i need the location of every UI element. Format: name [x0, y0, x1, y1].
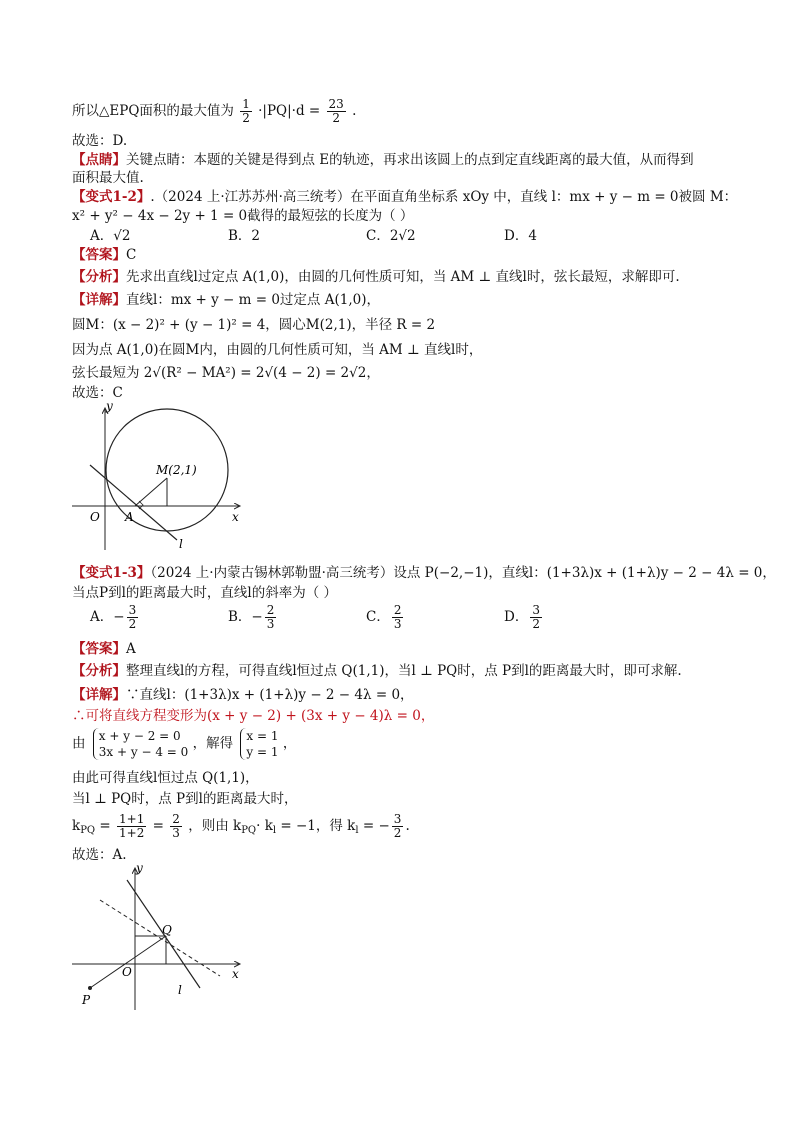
label-l: l	[178, 983, 182, 997]
option-c: C． $\frac{2}{3}$	[366, 603, 402, 631]
solution-system: x = 1 y = 1	[240, 728, 278, 760]
detail-line-4: 由此可得直线l恒过点 Q(1,1)，	[72, 770, 259, 786]
label-x: x	[232, 510, 239, 524]
segment-pq	[90, 936, 166, 988]
question-1-3-options	[90, 604, 642, 631]
fraction: $\frac{1}{2}$	[242, 97, 250, 125]
detail-line-2: 圆M：(x − 2)² + (y − 1)² = 4，圆心M(2,1)，半径 R = 2	[72, 317, 436, 333]
question-1-2-options	[90, 227, 642, 245]
choice-line: 故选：C	[72, 385, 123, 401]
detail-line-3: 由 x + y − 2 = 0 3x + y − 4 = 0 ，解得 x = 1 y = 1 ，	[72, 729, 297, 759]
label-m: M(2,1)	[156, 463, 197, 477]
option-d: D． $\frac{3}{2}$	[504, 603, 540, 631]
answer-line: 【答案】C	[72, 247, 137, 263]
pointer-note-cont: 面积最大值.	[72, 170, 144, 186]
label-origin: O	[90, 510, 100, 524]
label-y: y	[106, 400, 113, 413]
slope-diagram	[72, 860, 252, 1020]
label-y: y	[136, 861, 143, 875]
option-b: B．− $\frac{2}{3}$	[228, 603, 275, 631]
answer-line: 【答案】A	[72, 641, 136, 657]
detail-line-1: 【详解】直线l：mx + y − m = 0过定点 A(1,0)，	[72, 292, 380, 308]
option-d: D．4	[504, 228, 537, 244]
option-a: A．− $\frac{3}{2}$	[90, 603, 137, 631]
equation-system: x + y − 2 = 0 3x + y − 4 = 0	[93, 728, 189, 760]
max-area-line: 所以△EPQ面积的最大值为 $\frac{1}{2}$ ·|PQ|·d = $\frac{23}{2}$ .	[72, 97, 357, 125]
fraction: $\frac{23}{2}$	[328, 97, 344, 125]
label-origin: O	[122, 965, 132, 979]
point-p	[88, 986, 92, 990]
label-q: Q	[162, 923, 172, 937]
label-l: l	[179, 537, 183, 551]
option-c: C．2√2	[366, 228, 416, 244]
pointer-note: 【点睛】关键点睛：本题的关键是得到点 E的轨迹，再求出该圆上的点到定直线距离的最大值，从而得到	[72, 152, 694, 168]
answer-choice-d: 故选：D.	[72, 133, 128, 149]
choice-line: 故选：A.	[72, 847, 127, 863]
detail-line-2: ∴可将直线方程变形为(x + y − 2) + (3x + y − 4)λ = 0，	[72, 708, 435, 724]
question-1-2-head-cont: x² + y² − 4x − 2y + 1 = 0截得的最短弦的长度为（ ）	[72, 208, 414, 224]
option-a: A．√2	[90, 228, 131, 244]
question-1-3-head-cont: 当点P到l的距离最大时，直线l的斜率为（ ）	[72, 585, 338, 601]
detail-line-3: 因为点 A(1,0)在圆M内，由圆的几何性质可知，当 AM ⊥ 直线l时，	[72, 342, 483, 358]
label-a: A	[125, 510, 134, 524]
question-1-2-head: 【变式1-2】.（2024 上·江苏苏州·高三统考）在平面直角坐标系 xOy 中，直线 l：mx + y − m = 0被圆 M：	[72, 189, 738, 205]
label-p: P	[82, 993, 91, 1007]
option-b: B．2	[228, 228, 261, 244]
question-1-3-head: 【变式1-3】（2024 上·内蒙古锡林郭勒盟·高三统考）设点 P(−2,−1)，直线l：(1+3λ)x + (1+λ)y − 2 − 4λ = 0，	[72, 565, 776, 581]
detail-line-4: 弦长最短为 2√(R² − MA²) = 2√(4 − 2) = 2√2，	[72, 365, 380, 381]
slope-computation: $k_{PQ}$ = $\frac{1+1}{1+2}$ = $\frac{2}{3}$ ，则由 $k_{PQ}\cdot k_l = -1$，得 $k_l$ = − $\frac{3}{2}$ .	[72, 812, 410, 840]
analysis-line: 【分析】整理直线l的方程，可得直线l恒过点 Q(1,1)，当l ⊥ PQ时，点 P到l的距离最大时，即可求解.	[72, 663, 682, 679]
detail-line-5: 当l ⊥ PQ时，点 P到l的距离最大时，	[72, 791, 298, 807]
label-x: x	[232, 967, 239, 981]
dashed-line	[100, 900, 220, 976]
circle-diagram	[72, 400, 252, 555]
analysis-line: 【分析】先求出直线l过定点 A(1,0)，由圆的几何性质可知，当 AM ⊥ 直线l时，弦长最短，求解即可.	[72, 269, 680, 285]
detail-line-1: 【详解】∵直线l：(1+3λ)x + (1+λ)y − 2 − 4λ = 0，	[72, 687, 414, 703]
